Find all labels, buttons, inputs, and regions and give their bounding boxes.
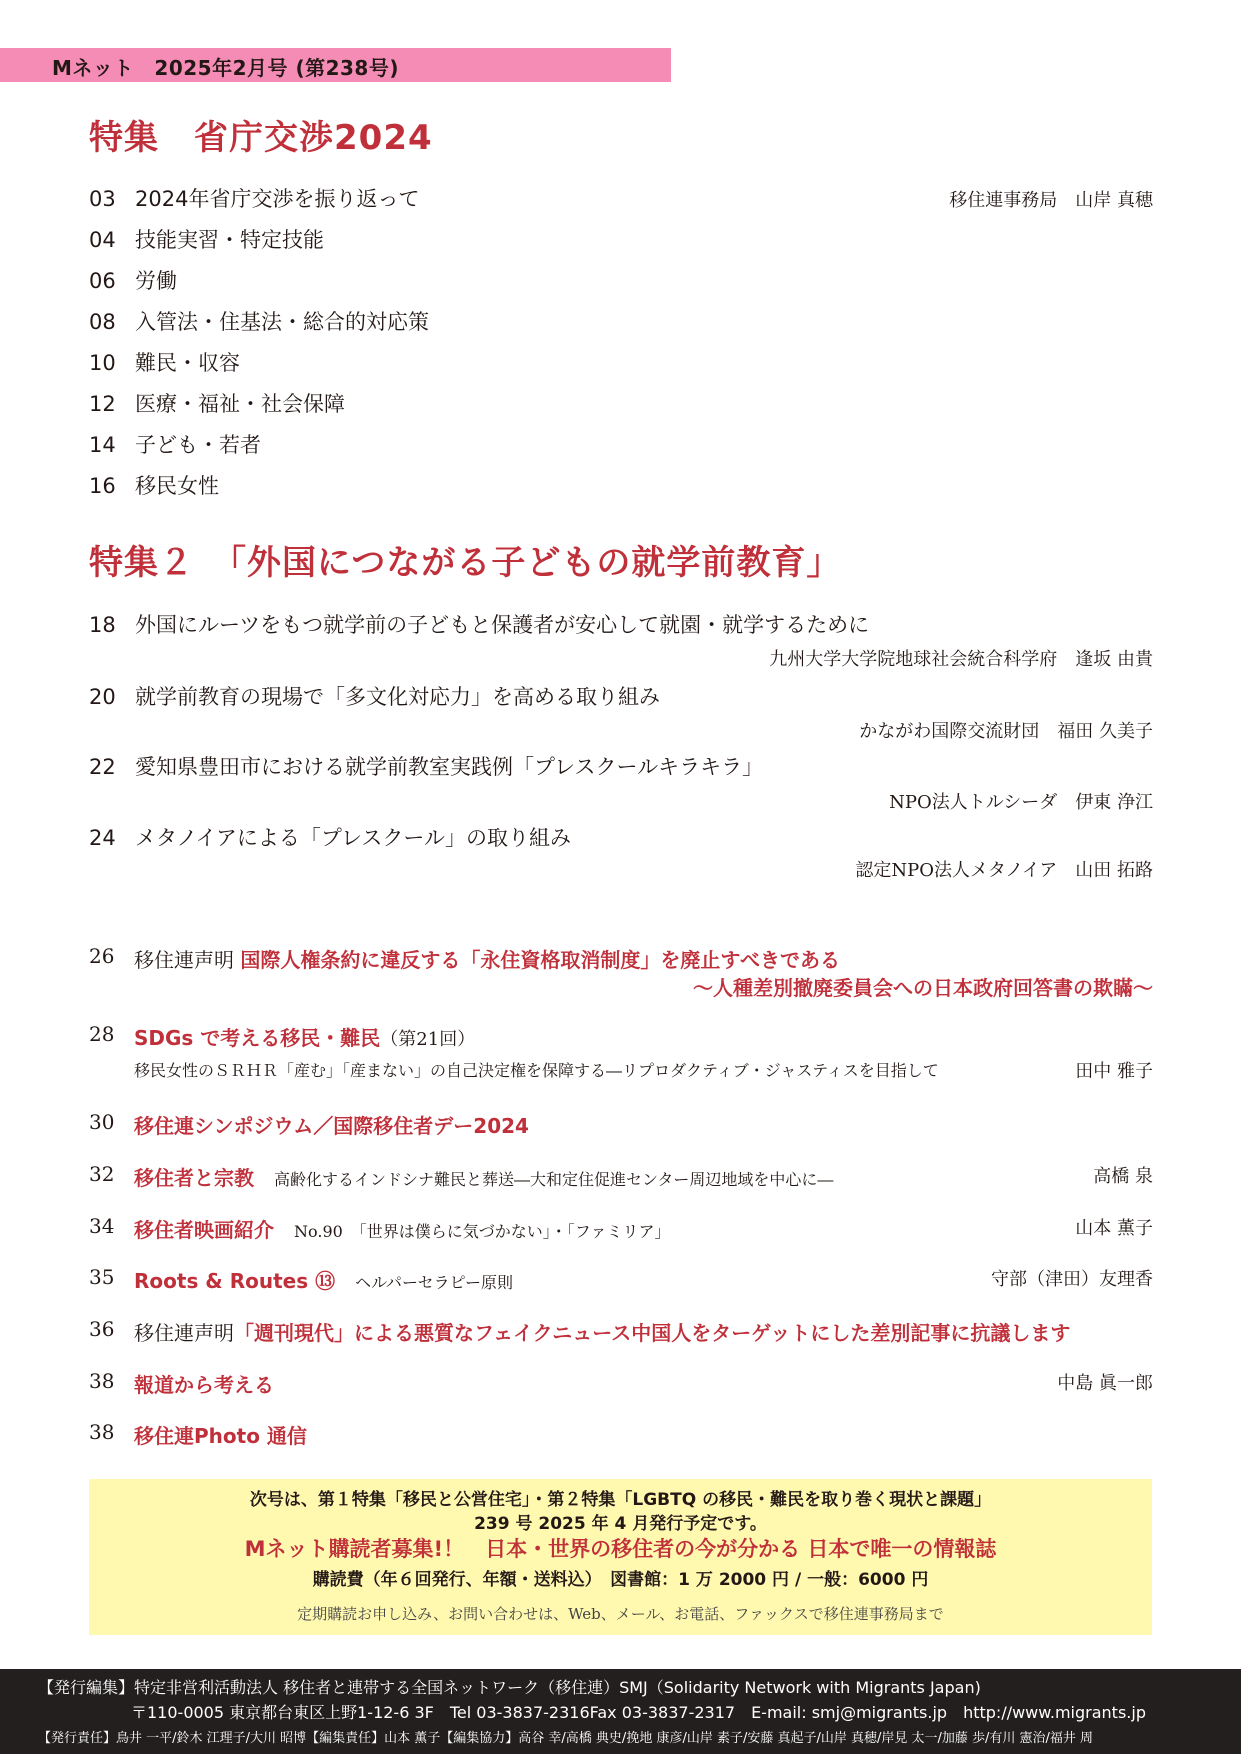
subscription-call: Mネット購読者募集!！ 日本・世界の移住者の今が分かる 日本で唯一の情報誌 (244, 1537, 997, 1561)
toc-item (89, 265, 177, 295)
next-issue-date: 239 号 2025 年 4 月発行予定です。 (474, 1514, 767, 1534)
entry-author: 田中 雅子 (1075, 1061, 1153, 1082)
toc-item-title: 技能実習・特定技能 (135, 228, 324, 252)
entry-title: 移住者と宗教 (134, 1166, 254, 1190)
toc-item-author: NPO法人トルシーダ 伊東 浄江 (889, 792, 1153, 813)
toc-item-title: 難民・収容 (135, 351, 240, 375)
toc-item-number: 20 (89, 685, 116, 709)
page-number: 35 (89, 1265, 115, 1289)
toc-item-title: 2024年省庁交渉を振り返って (135, 187, 420, 211)
footer-publisher: 【発行編集】特定非営利活動法人 移住者と連帯する全国ネットワーク（移住連）SMJ（Solidarity Network with Migrants Japan) (38, 1678, 981, 1697)
toc-item (89, 822, 571, 852)
toc-item (89, 429, 261, 459)
toc-item-author: 移住連事務局 山岸 真穂 (949, 190, 1153, 211)
toc-item-number: 06 (89, 269, 116, 293)
entry-title: 移住者映画紹介 (134, 1218, 274, 1242)
toc-item-number: 12 (89, 392, 116, 416)
publisher-footer (0, 1669, 1241, 1754)
toc-item-title: 外国にルーツをもつ就学前の子どもと保護者が安心して就園・就学するために (135, 613, 870, 637)
entry-prefix: 移住連声明 (134, 1321, 234, 1345)
toc-row-36 (89, 1317, 1153, 1347)
entry-detail: ヘルパーセラピー原則 (355, 1273, 514, 1292)
entry-author: 高橋 泉 (1093, 1166, 1153, 1187)
toc-item (89, 751, 763, 781)
entry-author: 守部（津田）友理香 (991, 1269, 1153, 1290)
toc-row-34 (89, 1214, 1153, 1244)
toc-row-35 (89, 1265, 1153, 1295)
toc-item (89, 347, 240, 377)
entry-detail: 移民女性のＳＲＨＲ「産む」「産まない」の自己決定権を保障する―リプロダクティブ・ジャスティスを目指して (134, 1061, 939, 1080)
toc-item-number: 03 (89, 187, 116, 211)
entry-prefix: 移住連声明 (134, 948, 234, 972)
toc-item-title: メタノイアによる「プレスクール」の取り組み (135, 826, 571, 850)
entry-title: 移住連シンポジウム／国際移住者デー2024 (134, 1114, 529, 1138)
subscription-fee: 購読費（年６回発行、年額・送料込） 図書館：1 万 2000 円 / 一般：6000 円 (312, 1570, 929, 1590)
toc-row-38a (89, 1369, 1153, 1399)
toc-item-title: 就学前教育の現場で「多文化対応力」を高める取り組み (135, 685, 660, 709)
entry-title: Roots & Routes ⑬ (134, 1269, 336, 1293)
toc-item-number: 24 (89, 826, 116, 850)
toc-item-author: 九州大学大学院地球社会統合科学府 逢坂 由貴 (769, 649, 1153, 670)
toc-row-38b (89, 1420, 1153, 1450)
toc-item (89, 224, 324, 254)
entry-detail: No.90 「世界は僕らに気づかない」・「ファミリア」 (294, 1222, 671, 1241)
toc-row-32 (89, 1162, 1153, 1192)
page-number: 30 (89, 1110, 115, 1134)
entry-title: SDGs で考える移民・難民 (134, 1026, 381, 1050)
feature2-title: 特集２ 「外国につながる子どもの就学前教育」 (89, 543, 842, 583)
footer-address: 〒110-0005 東京都台東区上野1-12-6 3F Tel 03-3837-2316Fax 03-3837-2317 E-mail: smj@migrants.jp http://www.migrants.jp (131, 1703, 1146, 1722)
page-number: 32 (89, 1162, 115, 1186)
next-issue-text: 次号は、第１特集「移民と公営住宅」・第２特集「LGBTQ の移民・難民を取り巻く現状と課題」 (249, 1490, 992, 1510)
entry-subtitle: ～人種差別撤廃委員会への日本政府回答書の欺瞞～ (693, 976, 1153, 1000)
toc-item-number: 04 (89, 228, 116, 252)
toc-row-26 (89, 944, 1153, 1004)
toc-item (89, 388, 345, 418)
entry-title: 「週刊現代」による悪質なフェイクニュース中国人をターゲットにした差別記事に抗議します (234, 1321, 1071, 1345)
toc-item (89, 681, 660, 711)
toc-row-28 (89, 1022, 1153, 1082)
toc-row-30 (89, 1110, 1153, 1140)
toc-item-number: 22 (89, 755, 116, 779)
toc-item-title: 愛知県豊田市における就学前教室実践例「プレスクールキラキラ」 (135, 755, 764, 779)
page-number: 34 (89, 1214, 115, 1238)
toc-item-title: 移民女性 (135, 474, 219, 498)
entry-detail: 高齢化するインドシナ難民と葬送―大和定住促進センター周辺地域を中心に― (274, 1170, 834, 1189)
toc-item-author: かながわ国際交流財団 福田 久美子 (859, 721, 1153, 742)
toc-item-title: 労働 (135, 269, 177, 293)
subscription-contact: 定期購読お申し込み、お問い合わせは、Web、メール、お電話、ファックスで移住連事務局まで (297, 1605, 944, 1623)
toc-item-title: 入管法・住基法・総合的対応策 (135, 310, 429, 334)
toc-item-number: 18 (89, 613, 116, 637)
entry-title: 報道から考える (134, 1373, 274, 1397)
page-number: 28 (89, 1022, 115, 1046)
page-number: 26 (89, 944, 115, 968)
toc-item-number: 14 (89, 433, 116, 457)
toc-item (89, 183, 419, 213)
entry-author: 山本 薫子 (1075, 1218, 1153, 1239)
next-issue-promo-box (89, 1479, 1152, 1635)
entry-author: 中島 眞一郎 (1057, 1373, 1153, 1394)
toc-item-title: 子ども・若者 (135, 433, 261, 457)
page-number: 36 (89, 1317, 115, 1341)
toc-item (89, 609, 869, 639)
toc-item-author: 認定NPO法人メタノイア 山田 拓路 (855, 860, 1153, 881)
footer-credits: 【発行責任】鳥井 一平/鈴木 江理子/大川 昭博【編集責任】山本 薫子【編集協力】高谷 幸/高橋 典史/挽地 康彦/山岸 素子/安藤 真起子/山岸 真穂/岸見 太一/加藤 歩/有川 憲治/福井 周 (38, 1731, 1094, 1746)
feature1-title: 特集 省庁交渉2024 (89, 118, 433, 158)
toc-item-number: 08 (89, 310, 116, 334)
entry-count: （第21回） (380, 1029, 476, 1050)
toc-item-number: 10 (89, 351, 116, 375)
toc-item (89, 470, 219, 500)
page-number: 38 (89, 1420, 115, 1444)
toc-item (89, 306, 429, 336)
toc-item-number: 16 (89, 474, 116, 498)
page-number: 38 (89, 1369, 115, 1393)
toc-item-title: 医療・福祉・社会保障 (135, 392, 345, 416)
entry-title: 移住連Photo 通信 (134, 1424, 307, 1448)
issue-header-text: Mネット 2025年2月号 (第238号) (52, 56, 399, 80)
entry-title: 国際人権条約に違反する「永住資格取消制度」を廃止すべきである (240, 948, 840, 972)
